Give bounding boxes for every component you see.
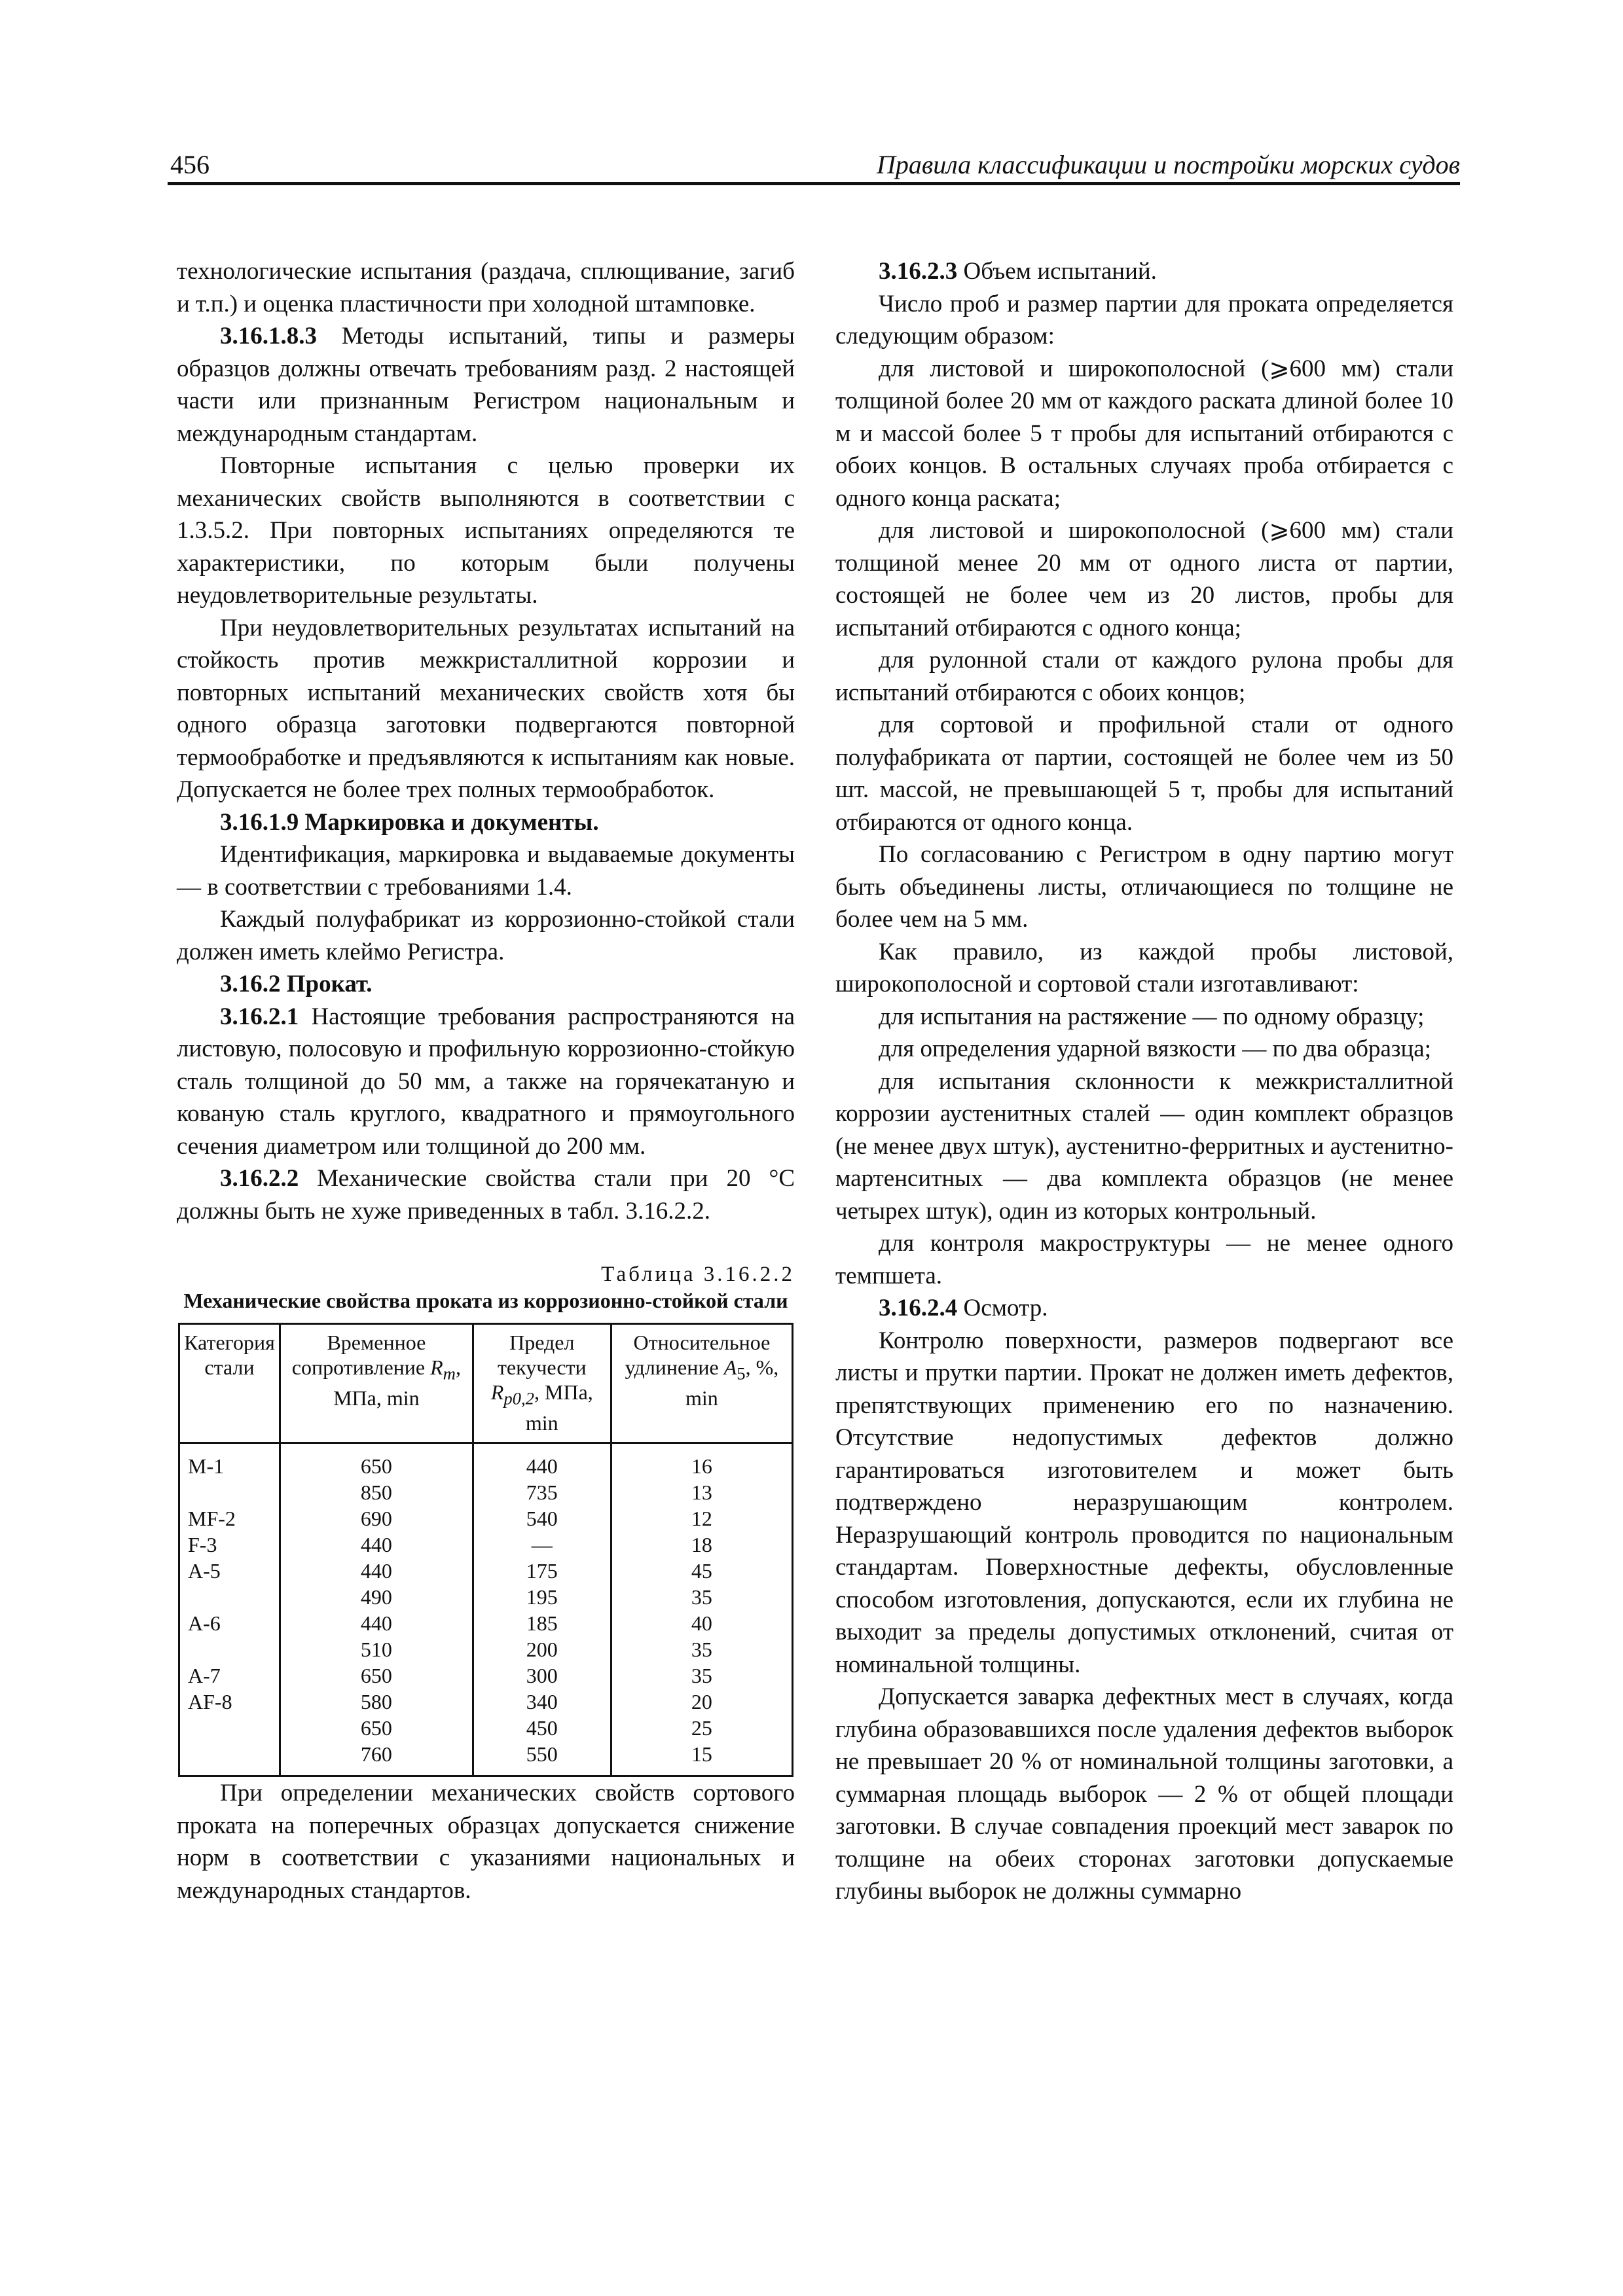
paragraph [835, 1292, 1453, 1325]
cell-category: A-7 [179, 1662, 280, 1689]
cell-tensile: 580 [280, 1689, 473, 1715]
clause-number: 3.16.2.2 [220, 1165, 299, 1192]
cell-elongation: 40 [611, 1610, 792, 1636]
cell-elongation: 15 [611, 1741, 792, 1776]
table-title: Механические свойства проката из коррозионно-стойкой стали [183, 1289, 788, 1312]
cell-category: MF-2 [179, 1505, 280, 1532]
cell-tensile: 850 [280, 1479, 473, 1505]
cell-tensile: 510 [280, 1636, 473, 1662]
cell-category: A-6 [179, 1610, 280, 1636]
cell-category: A-5 [179, 1558, 280, 1584]
header-yield [473, 1324, 611, 1443]
table-number: Таблица 3.16.2.2 [601, 1263, 795, 1286]
cell-yield: 195 [473, 1584, 611, 1610]
paragraph: для контроля макроструктуры — не менее одного темпшета. [835, 1230, 1453, 1289]
table-row [179, 1741, 793, 1776]
cell-elongation: 35 [611, 1662, 792, 1689]
clause-number: 3.16.1.8.3 [220, 323, 317, 350]
cell-yield: 540 [473, 1505, 611, 1532]
clause-text: Осмотр. [957, 1295, 1048, 1321]
cell-elongation: 12 [611, 1505, 792, 1532]
paragraph: Каждый полуфабрикат из коррозионно-стойкой стали должен иметь клеймо Регистра. [177, 906, 795, 965]
cell-yield: 340 [473, 1689, 611, 1715]
cell-yield: 300 [473, 1662, 611, 1689]
cell-tensile: 440 [280, 1532, 473, 1558]
paragraph: Повторные испытания с целью проверки их механических свойств выполняются в соответствии с 1.3.5.2. При повторных испытаниях определяются те характеристики, по которым были получены неудовлетворительные результаты. [177, 452, 795, 609]
header-elongation-symbol: A [723, 1355, 737, 1379]
cell-elongation: 20 [611, 1689, 792, 1715]
cell-tensile: 490 [280, 1584, 473, 1610]
cell-yield: 185 [473, 1610, 611, 1636]
paragraph [177, 320, 795, 450]
paragraph [177, 1162, 795, 1227]
cell-tensile: 650 [280, 1443, 473, 1480]
table-row [179, 1584, 793, 1610]
properties-table [178, 1323, 793, 1777]
cell-elongation: 18 [611, 1532, 792, 1558]
right-column [835, 255, 1453, 1908]
properties-table-block [177, 1261, 795, 1777]
cell-category [179, 1479, 280, 1505]
table-row [179, 1443, 793, 1480]
paragraph: для листовой и широкополосной (⩾600 мм) стали толщиной более 20 мм от каждого раската длиной более 10 м и массой более 5 т пробы для испытаний отбираются с обоих концов. В остальных случаях проба отбирается с одного конца раската; [835, 355, 1453, 512]
cell-yield: 450 [473, 1715, 611, 1741]
paragraph: для испытания на растяжение — по одному образцу; [879, 1003, 1425, 1030]
cell-elongation: 45 [611, 1558, 792, 1584]
header-category: Категория стали [179, 1324, 280, 1443]
table-row [179, 1610, 793, 1636]
paragraph: Число проб и размер партии для проката определяется следующим образом: [835, 290, 1453, 350]
header-elongation [611, 1324, 792, 1443]
cell-tensile: 440 [280, 1558, 473, 1584]
paragraph: При неудовлетворительных результатах испытаний на стойкость против межкристаллитной коррозии и повторных испытаний механических свойств хотя бы одного образца заготовки подвергаются повторной термообработке и предъявляются к испытаниям как новые. Допускается не более трех полных термообработок. [177, 614, 795, 803]
header-tensile-subscript: m [443, 1363, 456, 1384]
cell-category: F-3 [179, 1532, 280, 1558]
running-title: Правила классификации и постройки морских судов [876, 150, 1460, 179]
header-yield-unit: , МПа, min [525, 1380, 593, 1435]
header-elongation-text: Относительное удлинение [625, 1331, 771, 1379]
cell-elongation: 13 [611, 1479, 792, 1505]
cell-category [179, 1715, 280, 1741]
cell-yield: 440 [473, 1443, 611, 1480]
cell-tensile: 760 [280, 1741, 473, 1776]
clause-number: 3.16.2.1 [220, 1003, 299, 1030]
clause-text: Методы испытаний, типы и размеры образцов должны отвечать требованиям разд. 2 настоящей части или признанным Регистром национальным и международным стандартам. [177, 323, 795, 447]
cell-elongation: 25 [611, 1715, 792, 1741]
header-tensile-symbol: R [430, 1355, 443, 1379]
section-heading: 3.16.1.9 Маркировка и документы. [220, 808, 599, 836]
paragraph: Как правило, из каждой пробы листовой, широкополосной и сортовой стали изготавливают: [835, 938, 1453, 997]
cell-tensile: 690 [280, 1505, 473, 1532]
paragraph: Допускается заварка дефектных мест в случаях, когда глубина образовавшихся после удаления дефектов выборок не превышает 20 % от номинальной толщины заготовки, а суммарная площадь выборок — 2 % от общей площади заготовки. В случае совпадения проекций мест заварок по толщине на обеих сторонах заготовки допускаемые глубины выборок не должны суммарно [835, 1683, 1453, 1905]
cell-tensile: 650 [280, 1662, 473, 1689]
paragraph: При определении механических свойств сортового проката на поперечных образцах допускается снижение норм в соответствии с указаниями национальных и международных стандартов. [177, 1780, 795, 1904]
clause-text: Механические свойства стали при 20 °С должны быть не хуже приведенных в табл. 3.16.2.2. [177, 1165, 795, 1225]
cell-yield: 200 [473, 1636, 611, 1662]
paragraph: Контролю поверхности, размеров подвергают все листы и прутки партии. Прокат не должен иметь дефектов, препятствующих применению его по назначению. Отсутствие недопустимых дефектов должно гарантироваться изготовителем и может быть подтверждено неразрушающим контролем. Неразрушающий контроль проводится по национальным стандартам. Поверхностные дефекты, обусловленные способом изготовления, допускаются, если их глубина не выходит за пределы допустимых отклонений, считая от номинальной толщины. [835, 1327, 1453, 1678]
page-number: 456 [170, 150, 210, 179]
cell-elongation: 16 [611, 1443, 792, 1480]
table-row [179, 1505, 793, 1532]
paragraph: Идентификация, маркировка и выдаваемые документы — в соответствии с требованиями 1.4. [177, 841, 795, 901]
table-row [179, 1715, 793, 1741]
table-row [179, 1479, 793, 1505]
header-yield-symbol: R [490, 1380, 504, 1404]
left-column [177, 255, 795, 1907]
header-tensile-text: Временное сопротивление [291, 1331, 431, 1379]
cell-yield: — [473, 1532, 611, 1558]
cell-tensile: 440 [280, 1610, 473, 1636]
paragraph [177, 1001, 795, 1163]
clause-text: Объем испытаний. [957, 258, 1157, 285]
cell-yield: 735 [473, 1479, 611, 1505]
paragraph: для сортовой и профильной стали от одного полуфабриката от партии, состоящей не более чем из 50 шт. массой, не превышающей 5 т, пробы для испытаний отбираются от одного конца. [835, 711, 1453, 836]
paragraph: По согласованию с Регистром в одну партию могут быть объединены листы, отличающиеся по толщине не более чем на 5 мм. [835, 841, 1453, 933]
cell-category [179, 1741, 280, 1776]
cell-yield: 175 [473, 1558, 611, 1584]
table-row [179, 1558, 793, 1584]
header-yield-subscript: p0,2 [503, 1388, 534, 1408]
cell-tensile: 650 [280, 1715, 473, 1741]
clause-number: 3.16.2.3 [879, 258, 958, 285]
cell-yield: 550 [473, 1741, 611, 1776]
header-elongation-unit: , %, min [685, 1355, 779, 1410]
clause-text: Настоящие требования распространяются на листовую, полосовую и профильную коррозионно-стойкую сталь толщиной до 50 мм, а также на горячекатаную и кованую сталь круглого, квадратного и прямоугольного сечения диаметром или толщиной до 200 мм. [177, 1003, 795, 1160]
paragraph: для определения ударной вязкости — по два образца; [879, 1035, 1431, 1062]
header-tensile-unit: , МПа, min [333, 1355, 461, 1410]
section-heading: 3.16.2 Прокат. [220, 971, 373, 997]
table-header-row [179, 1324, 793, 1443]
table-row [179, 1689, 793, 1715]
paragraph: для рулонной стали от каждого рулона пробы для испытаний отбираются с обоих концов; [835, 647, 1453, 706]
header-tensile [280, 1324, 473, 1443]
cell-elongation: 35 [611, 1584, 792, 1610]
header-yield-text: Предел текучести [497, 1331, 587, 1379]
header-elongation-subscript: 5 [737, 1363, 746, 1384]
paragraph: для листовой и широкополосной (⩾600 мм) стали толщиной менее 20 мм от одного листа от партии, состоящей не более чем из 20 листов, пробы для испытаний отбираются с одного конца; [835, 517, 1453, 641]
clause-number: 3.16.2.4 [879, 1295, 958, 1321]
cell-category: AF-8 [179, 1689, 280, 1715]
table-row [179, 1532, 793, 1558]
cell-category [179, 1584, 280, 1610]
paragraph: технологические испытания (раздача, сплющивание, загиб и т.п.) и оценка пластичности при холодной штамповке. [177, 258, 795, 317]
page-header [168, 148, 1460, 185]
table-row [179, 1636, 793, 1662]
paragraph [835, 255, 1453, 288]
cell-category [179, 1636, 280, 1662]
cell-category: M-1 [179, 1443, 280, 1480]
table-row [179, 1662, 793, 1689]
cell-elongation: 35 [611, 1636, 792, 1662]
paragraph: для испытания склонности к межкристаллитной коррозии аустенитных сталей — один комплект образцов (не менее двух штук), аустенитно-ферритных и аустенитно-мартенситных — два комплекта образцов (не менее четырех штук), один из которых контрольный. [835, 1067, 1454, 1225]
